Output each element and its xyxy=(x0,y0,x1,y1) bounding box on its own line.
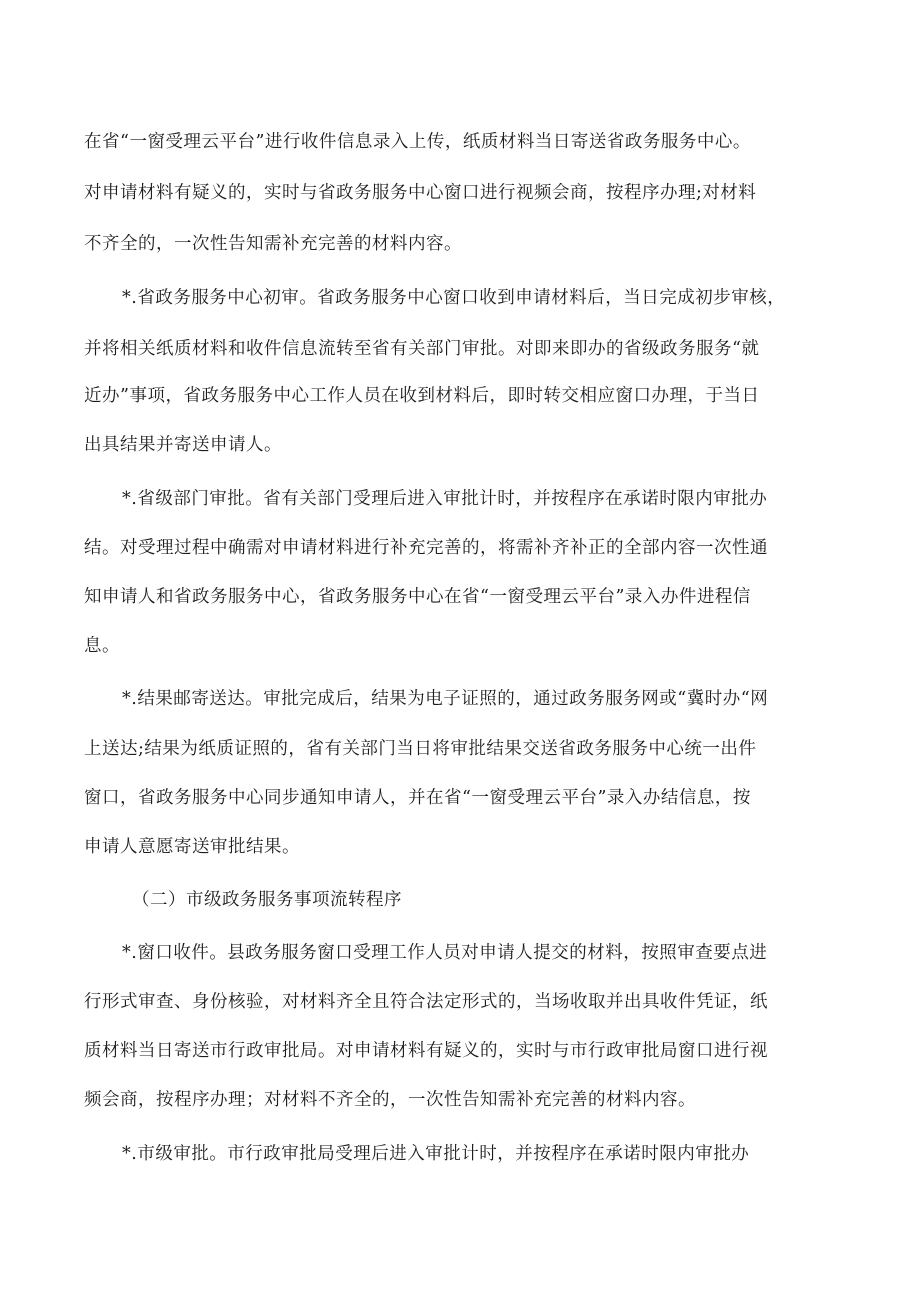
paragraph-line: 在省“一窗受理云平台”进行收件信息录入上传，纸质材料当日寄送省政务服务中心。 xyxy=(84,132,751,152)
paragraph-line: 出具结果并寄送申请人。 xyxy=(84,435,282,455)
paragraph-line: 上送达;结果为纸质证照的，省有关部门当日将审批结果交送省政务服务中心统一出件 xyxy=(84,739,757,759)
paragraph-line: *.市级审批。市行政审批局受理后进入审批计时，并按程序在承诺时限内审批办 xyxy=(122,1144,750,1164)
paragraph-line: 息。 xyxy=(84,636,120,656)
paragraph-line: 知申请人和省政务服务中心，省政务服务中心在省“一窗受理云平台”录入办件进程信 xyxy=(84,587,751,607)
paragraph-line: 申请人意愿寄送审批结果。 xyxy=(84,837,300,857)
paragraph-line: *.省级部门审批。省有关部门受理后进入审批计时，并按程序在承诺时限内审批办 xyxy=(122,489,768,509)
paragraph-line: 频会商，按程序办理；对材料不齐全的，一次性告知需补充完善的材料内容。 xyxy=(84,1090,696,1110)
paragraph-line: 不齐全的，一次性告知需补充完善的材料内容。 xyxy=(84,234,462,254)
paragraph-line: *.省政务服务中心初审。省政务服务中心窗口收到申请材料后，当日完成初步审核， xyxy=(122,288,786,308)
paragraph-line: *.结果邮寄送达。审批完成后，结果为电子证照的，通过政务服务网或“冀时办“网 xyxy=(122,689,769,709)
paragraph-line: 窗口，省政务服务中心同步通知申请人，并在省“一窗受理云平台”录入办结信息，按 xyxy=(84,788,751,808)
paragraph-line: *.窗口收件。县政务服务窗口受理工作人员对申请人提交的材料，按照审查要点进 xyxy=(122,943,768,963)
paragraph-line: 并将相关纸质材料和收件信息流转至省有关部门审批。对即来即办的省级政务服务“就 xyxy=(84,339,760,359)
paragraph-line: 质材料当日寄送市行政审批局。对申请材料有疑义的，实时与市行政审批局窗口进行视 xyxy=(84,1041,768,1061)
section-heading: （二）市级政务服务事项流转程序 xyxy=(132,890,402,910)
paragraph-line: 近办”事项，省政务服务中心工作人员在收到材料后，即时转交相应窗口办理，于当日 xyxy=(84,386,760,406)
paragraph-line: 结。对受理过程中确需对申请材料进行补充完善的，将需补齐补正的全部内容一次性通 xyxy=(84,538,768,558)
paragraph-line: 行形式审查、身份核验，对材料齐全且符合法定形式的，当场收取并出具收件凭证，纸 xyxy=(84,992,768,1012)
paragraph-line: 对申请材料有疑义的，实时与省政务服务中心窗口进行视频会商，按程序办理;对材料 xyxy=(84,183,757,203)
